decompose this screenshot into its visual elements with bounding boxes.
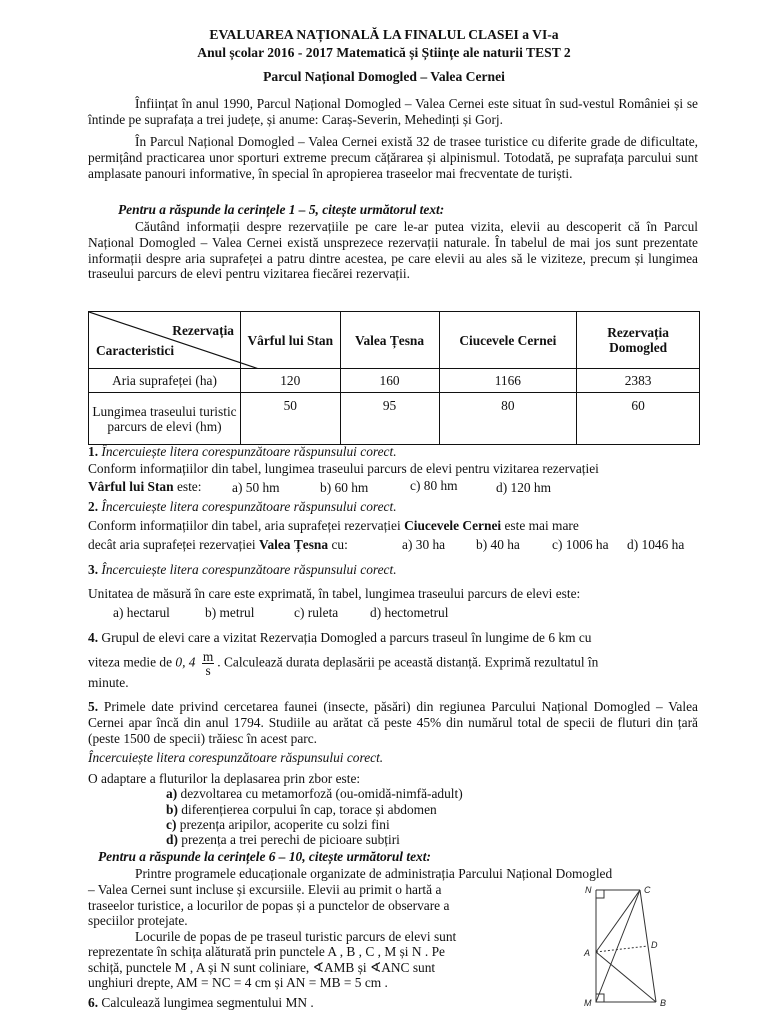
geometry-figure bbox=[580, 880, 680, 1010]
row-label: Aria suprafeței (ha) bbox=[89, 369, 241, 393]
q3-number: 3. bbox=[88, 562, 99, 577]
q1-text-line2 bbox=[88, 479, 700, 495]
section2-instruction: Pentru a răspunde la cerințele 6 – 10, citește următorul text: bbox=[98, 849, 431, 864]
q2-option-d[interactable]: d) 1046 ha bbox=[627, 537, 685, 552]
q3-option-d[interactable]: d) hectometrul bbox=[370, 605, 449, 620]
q2-text-c: decât aria suprafeței rezervației bbox=[88, 537, 256, 552]
q5-text bbox=[88, 699, 698, 746]
q3-option-b[interactable]: b) metrul bbox=[205, 605, 255, 620]
q4-text-c: . Calculează durata deplasării pe această distanță. Exprimă rezultatul în bbox=[217, 654, 599, 670]
q4-text-d: minute. bbox=[88, 675, 129, 690]
reservations-table bbox=[88, 311, 700, 445]
q4-text-a: Grupul de elevi care a vizitat Rezervația Domogled a parcurs traseul în lungime de 6 km cu bbox=[101, 630, 592, 645]
q1-instruction: Încercuiește litera corespunzătoare răspunsului corect. bbox=[101, 444, 397, 459]
q5-option-text: prezența aripilor, acoperite cu solzi fini bbox=[179, 817, 390, 832]
segment-AD bbox=[596, 946, 648, 952]
q2-instruction-line bbox=[88, 499, 700, 515]
q2-text-d: cu: bbox=[331, 537, 348, 552]
q5-option-c[interactable] bbox=[166, 817, 390, 833]
q4-unit-fraction bbox=[202, 650, 214, 677]
q5-instruction: Încercuiește litera corespunzătoare răspunsului corect. bbox=[88, 750, 384, 765]
row-label: Lungimea traseului turistic parcurs de elevi (hm) bbox=[89, 393, 241, 445]
q4-text-line1 bbox=[88, 630, 700, 646]
q2-option-b[interactable]: b) 40 ha bbox=[476, 537, 520, 552]
q6-text: Calculează lungimea segmentului MN . bbox=[101, 995, 314, 1010]
q1-option-c[interactable]: c) 80 hm bbox=[410, 478, 458, 493]
q3-instruction-line bbox=[88, 562, 700, 578]
document-title: Parcul Național Domogled – Valea Cernei bbox=[263, 69, 505, 84]
q4-text-b: viteza medie de bbox=[88, 654, 173, 670]
q6-number: 6. bbox=[88, 995, 99, 1010]
section2-line1: Printre programele educaționale organizate de administrația Parcului Național Domogled bbox=[135, 866, 613, 881]
right-angle-N bbox=[596, 890, 604, 898]
q5-number: 5. bbox=[88, 699, 99, 714]
q3-text: Unitatea de măsură în care este exprimată, în tabel, lungimea traseului parcurs de elevi este: bbox=[88, 586, 581, 601]
intro-paragraph-1: Înființat în anul 1990, Parcul Național Domogled – Valea Cernei este situat în sud-vestul României și se întinde pe suprafața a trei județe, și anume: Caraș-Severin, Mehedinți și Gorj. bbox=[88, 96, 698, 127]
column-header: Vârful lui Stan bbox=[241, 312, 341, 369]
table-row bbox=[89, 369, 700, 393]
corner-diagonal bbox=[89, 312, 259, 369]
column-header: Ciucevele Cernei bbox=[439, 312, 577, 369]
section2-line4: speciilor protejate. bbox=[88, 913, 188, 928]
table-cell: 80 bbox=[439, 393, 577, 445]
q5-option-d[interactable] bbox=[166, 832, 400, 848]
table-row bbox=[89, 393, 700, 445]
segment-AB bbox=[596, 952, 656, 1002]
q2-option-a[interactable]: a) 30 ha bbox=[402, 537, 446, 552]
section1-text: Căutând informații despre rezervațiile pe care le-ar putea vizita, elevii au descoperit că în Parcul Național Domogled – Valea Cernei există unsprezece rezervații naturale. În tabelul de mai jos sunt prezentate informații despre aria suprafeței a patru dintre acestea, pe care elevii au ales să le viziteze, precum și lungimea traseului parcurs de elevi pentru vizitarea fiecărei rezervații. bbox=[88, 219, 698, 282]
corner-top-label: Rezervația bbox=[172, 323, 234, 338]
q5-option-letter: a) bbox=[166, 786, 178, 801]
section2-line6: reprezentate în schița alăturată prin punctele A , B , C , M și N . Pe bbox=[88, 944, 445, 959]
segment-AC bbox=[596, 890, 640, 952]
q5-option-letter: d) bbox=[166, 832, 178, 847]
q1-text: Conform informațiilor din tabel, lungimea traseului parcurs de elevi pentru vizitarea rezervației bbox=[88, 461, 599, 476]
table-cell: 120 bbox=[241, 369, 341, 393]
segment-MC bbox=[596, 890, 640, 1002]
q2-text-line1 bbox=[88, 518, 700, 534]
exam-header-line1: EVALUAREA NAȚIONALĂ LA FINALUL CLASEI a VI-a bbox=[209, 27, 559, 42]
q4-text-line2 bbox=[88, 650, 700, 677]
table-cell: 60 bbox=[577, 393, 700, 445]
q5-option-text: dezvoltarea cu metamorfoză (ou-omidă-nimfă-adult) bbox=[180, 786, 463, 801]
label-N: N bbox=[585, 885, 592, 895]
table-header-row bbox=[89, 312, 700, 369]
q5-option-a[interactable] bbox=[166, 786, 463, 802]
q4-speed: 0, 4 bbox=[175, 654, 196, 670]
q2-text-b: este mai mare bbox=[504, 518, 579, 533]
intro-paragraph-2: În Parcul Național Domogled – Valea Cernei există 32 de trasee turistice cu diferite grade de dificultate, permițând practicarea unor sporturi extreme precum cățărarea și alpinismul. Totodată, pe suprafața parcului sunt amplasate panouri informative, în special în apropierea traseelor mai frecventate de turiști. bbox=[88, 134, 698, 181]
column-header: Valea Țesna bbox=[340, 312, 439, 369]
q1-reservation-name: Vârful lui Stan bbox=[88, 479, 174, 494]
q5-body: Primele date privind cercetarea faunei (insecte, păsări) din regiunea Parcului Național Domogled – Valea Cernei apar încă din anul 1794. Studiile au arătat că peste 45% din numărul total de specii de fluturi din țară (peste 1500 de specii) trăiesc în acest parc. bbox=[88, 699, 698, 746]
section2-line2: – Valea Cernei sunt incluse și excursiile. Elevii au primit o hartă a bbox=[88, 882, 442, 897]
label-C: C bbox=[644, 885, 651, 895]
q5-option-letter: c) bbox=[166, 817, 177, 832]
q3-option-c[interactable]: c) ruleta bbox=[294, 605, 339, 620]
q2-instruction: Încercuiește litera corespunzătoare răspunsului corect. bbox=[101, 499, 397, 514]
q5-question: O adaptare a fluturilor la deplasarea prin zbor este: bbox=[88, 771, 361, 786]
q4-unit-num: m bbox=[202, 649, 214, 664]
label-B: B bbox=[660, 998, 667, 1008]
q5-option-text: diferențierea corpului în cap, torace și abdomen bbox=[181, 802, 437, 817]
table-cell: 50 bbox=[241, 393, 341, 445]
q2-number: 2. bbox=[88, 499, 99, 514]
q3-option-a[interactable]: a) hectarul bbox=[113, 605, 170, 620]
table-cell: 95 bbox=[340, 393, 439, 445]
section2-line8: unghiuri drepte, AM = NC = 4 cm și AN = MB = 5 cm . bbox=[88, 975, 388, 990]
label-D: D bbox=[651, 940, 658, 950]
q2-option-c[interactable]: c) 1006 ha bbox=[552, 537, 609, 552]
q5-option-b[interactable] bbox=[166, 802, 437, 818]
exam-header-line2: Anul școlar 2016 - 2017 Matematică și Științe ale naturii TEST 2 bbox=[197, 45, 571, 60]
q1-option-b[interactable]: b) 60 hm bbox=[320, 480, 369, 495]
q1-number: 1. bbox=[88, 444, 99, 459]
segment-N-M-B bbox=[596, 890, 656, 1002]
q5-option-letter: b) bbox=[166, 802, 178, 817]
section2-line7: schiță, punctele M , A și N sunt coliniare, ∢AMB și ∢ANC sunt bbox=[88, 960, 436, 975]
q4-number: 4. bbox=[88, 630, 99, 645]
label-M: M bbox=[584, 998, 592, 1008]
corner-bottom-label: Caracteristici bbox=[96, 343, 175, 358]
section1-instruction: Pentru a răspunde la cerințele 1 – 5, citește următorul text: bbox=[118, 202, 445, 217]
section2-line5: Locurile de popas de pe traseul turistic parcurs de elevi sunt bbox=[135, 929, 457, 944]
section2-line3: traseelor turistice, a locurilor de popas și a punctelor de observare a bbox=[88, 898, 450, 913]
q2-text-a: Conform informațiilor din tabel, aria suprafeței rezervației bbox=[88, 518, 401, 533]
q1-text-b: este: bbox=[176, 479, 202, 494]
q1-option-a[interactable]: a) 50 hm bbox=[232, 480, 280, 495]
q1-instruction-line bbox=[88, 444, 700, 460]
q2-bold-a: Ciucevele Cernei bbox=[404, 518, 502, 533]
q1-option-d[interactable]: d) 120 hm bbox=[496, 480, 552, 495]
q3-instruction: Încercuiește litera corespunzătoare răspunsului corect. bbox=[101, 562, 397, 577]
column-header: Rezervația Domogled bbox=[577, 312, 700, 369]
q4-unit-den: s bbox=[205, 663, 211, 678]
table-cell: 2383 bbox=[577, 369, 700, 393]
q2-bold-b: Valea Țesna bbox=[259, 537, 329, 552]
table-cell: 160 bbox=[340, 369, 439, 393]
label-A: A bbox=[584, 948, 591, 958]
q5-option-text: prezența a trei perechi de picioare subțiri bbox=[181, 832, 400, 847]
table-corner-cell bbox=[89, 312, 241, 369]
table-cell: 1166 bbox=[439, 369, 577, 393]
